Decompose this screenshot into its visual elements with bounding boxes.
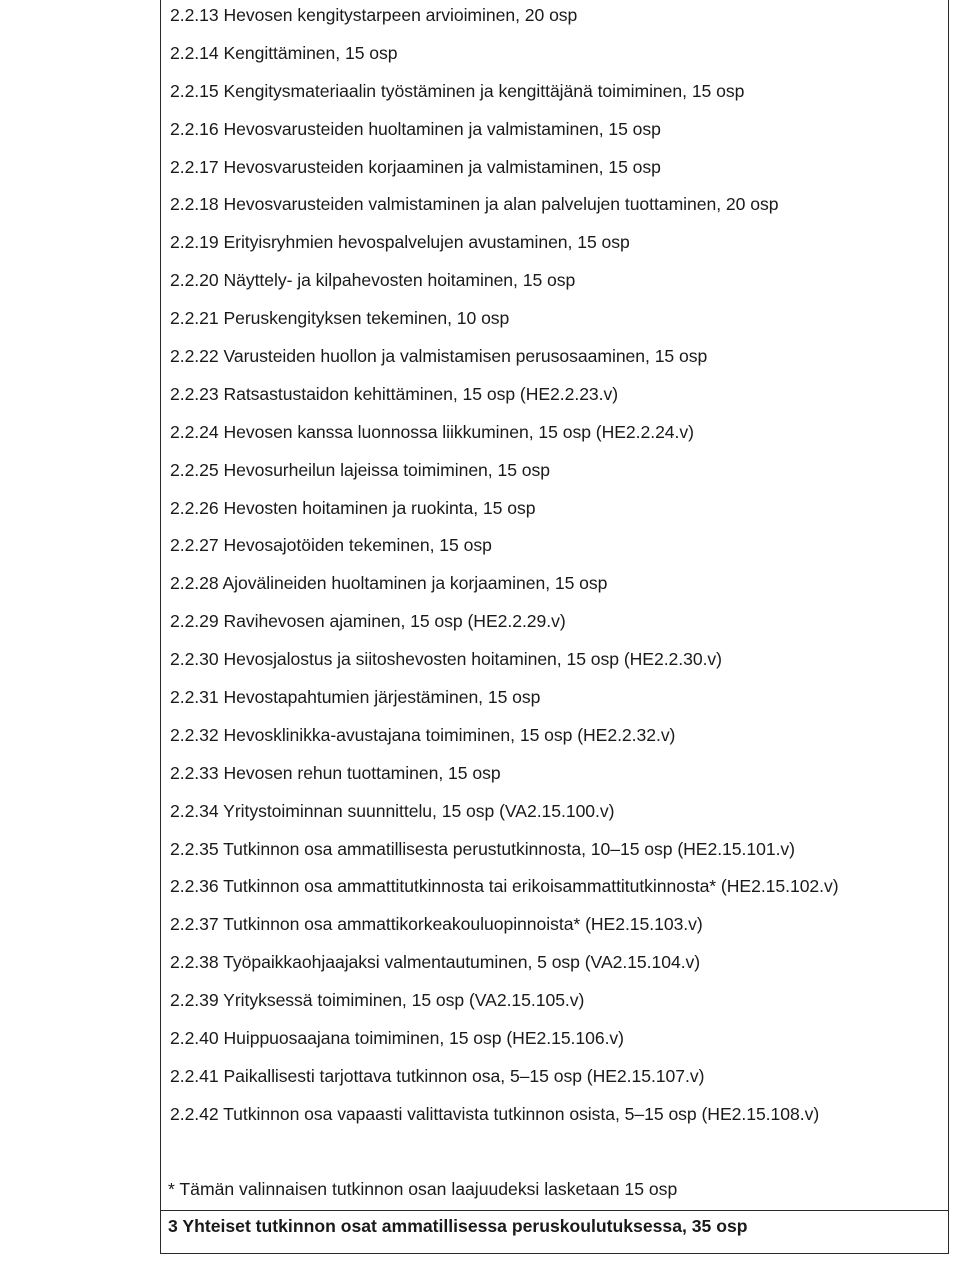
module-entry: 2.2.19 Erityisryhmien hevospalvelujen avustaminen, 15 osp [170,232,630,253]
module-entry: 2.2.16 Hevosvarusteiden huoltaminen ja valmistaminen, 15 osp [170,118,661,139]
module-entry: 2.2.26 Hevosten hoitaminen ja ruokinta, 15 osp [170,497,536,518]
module-entry: 2.2.18 Hevosvarusteiden valmistaminen ja alan palvelujen tuottaminen, 20 osp [170,194,779,215]
module-entry: 2.2.36 Tutkinnon osa ammattitutkinnosta tai erikoisammattitutkinnosta* (HE2.15.102.v) [170,876,839,897]
module-entry: 2.2.38 Työpaikkaohjaajaksi valmentautuminen, 5 osp (VA2.15.104.v) [170,952,701,973]
section-divider [160,1210,949,1212]
module-entry: 2.2.22 Varusteiden huollon ja valmistamisen perusosaaminen, 15 osp [170,346,708,367]
module-entry: 2.2.39 Yrityksessä toimiminen, 15 osp (VA2.15.105.v) [170,990,585,1011]
module-entry: 2.2.31 Hevostapahtumien järjestäminen, 15 osp [170,687,541,708]
module-entry: 2.2.32 Hevosklinikka-avustajana toimiminen, 15 osp (HE2.2.32.v) [170,724,676,745]
module-entry: 2.2.28 Ajovälineiden huoltaminen ja korjaaminen, 15 osp [170,573,608,594]
module-entry: 2.2.13 Hevosen kengitystarpeen arvioiminen, 20 osp [170,5,578,25]
module-entry: 2.2.23 Ratsastustaidon kehittäminen, 15 osp (HE2.2.23.v) [170,383,619,404]
module-entry: 2.2.14 Kengittäminen, 15 osp [170,42,398,63]
module-entry: 2.2.42 Tutkinnon osa vapaasti valittavista tutkinnon osista, 5–15 osp (HE2.15.108.v) [170,1103,820,1124]
module-entry: 2.2.27 Hevosajotöiden tekeminen, 15 osp [170,535,492,556]
module-entry: 2.2.21 Peruskengityksen tekeminen, 10 osp [170,308,510,329]
module-entry: 2.2.37 Tutkinnon osa ammattikorkeakouluopinnoista* (HE2.15.103.v) [170,914,703,935]
section-heading: 3 Yhteiset tutkinnon osat ammatillisessa peruskoulutuksessa, 35 osp [168,1216,748,1236]
module-entry: 2.2.15 Kengitysmateriaalin työstäminen ja kengittäjänä toimiminen, 15 osp [170,80,745,101]
module-entry: 2.2.40 Huippuosaajana toimiminen, 15 osp (HE2.15.106.v) [170,1028,624,1049]
module-list [170,4,839,1141]
module-entry: 2.2.35 Tutkinnon osa ammatillisesta perustutkinnosta, 10–15 osp (HE2.15.101.v) [170,838,795,859]
module-entry: 2.2.25 Hevosurheilun lajeissa toimiminen, 15 osp [170,459,550,480]
footnote: * Tämän valinnaisen tutkinnon osan laajuudeksi lasketaan 15 osp [168,1179,678,1199]
module-entry: 2.2.24 Hevosen kanssa luonnossa liikkuminen, 15 osp (HE2.2.24.v) [170,421,694,442]
module-entry: 2.2.41 Paikallisesti tarjottava tutkinnon osa, 5–15 osp (HE2.15.107.v) [170,1065,705,1086]
module-entry: 2.2.33 Hevosen rehun tuottaminen, 15 osp [170,762,501,783]
module-entry: 2.2.17 Hevosvarusteiden korjaaminen ja valmistaminen, 15 osp [170,156,661,177]
module-entry: 2.2.30 Hevosjalostus ja siitoshevosten hoitaminen, 15 osp (HE2.2.30.v) [170,649,722,670]
module-entry: 2.2.20 Näyttely- ja kilpahevosten hoitaminen, 15 osp [170,270,576,291]
module-entry: 2.2.29 Ravihevosen ajaminen, 15 osp (HE2.2.29.v) [170,611,566,632]
module-entry: 2.2.34 Yritystoiminnan suunnittelu, 15 osp (VA2.15.100.v) [170,800,615,821]
